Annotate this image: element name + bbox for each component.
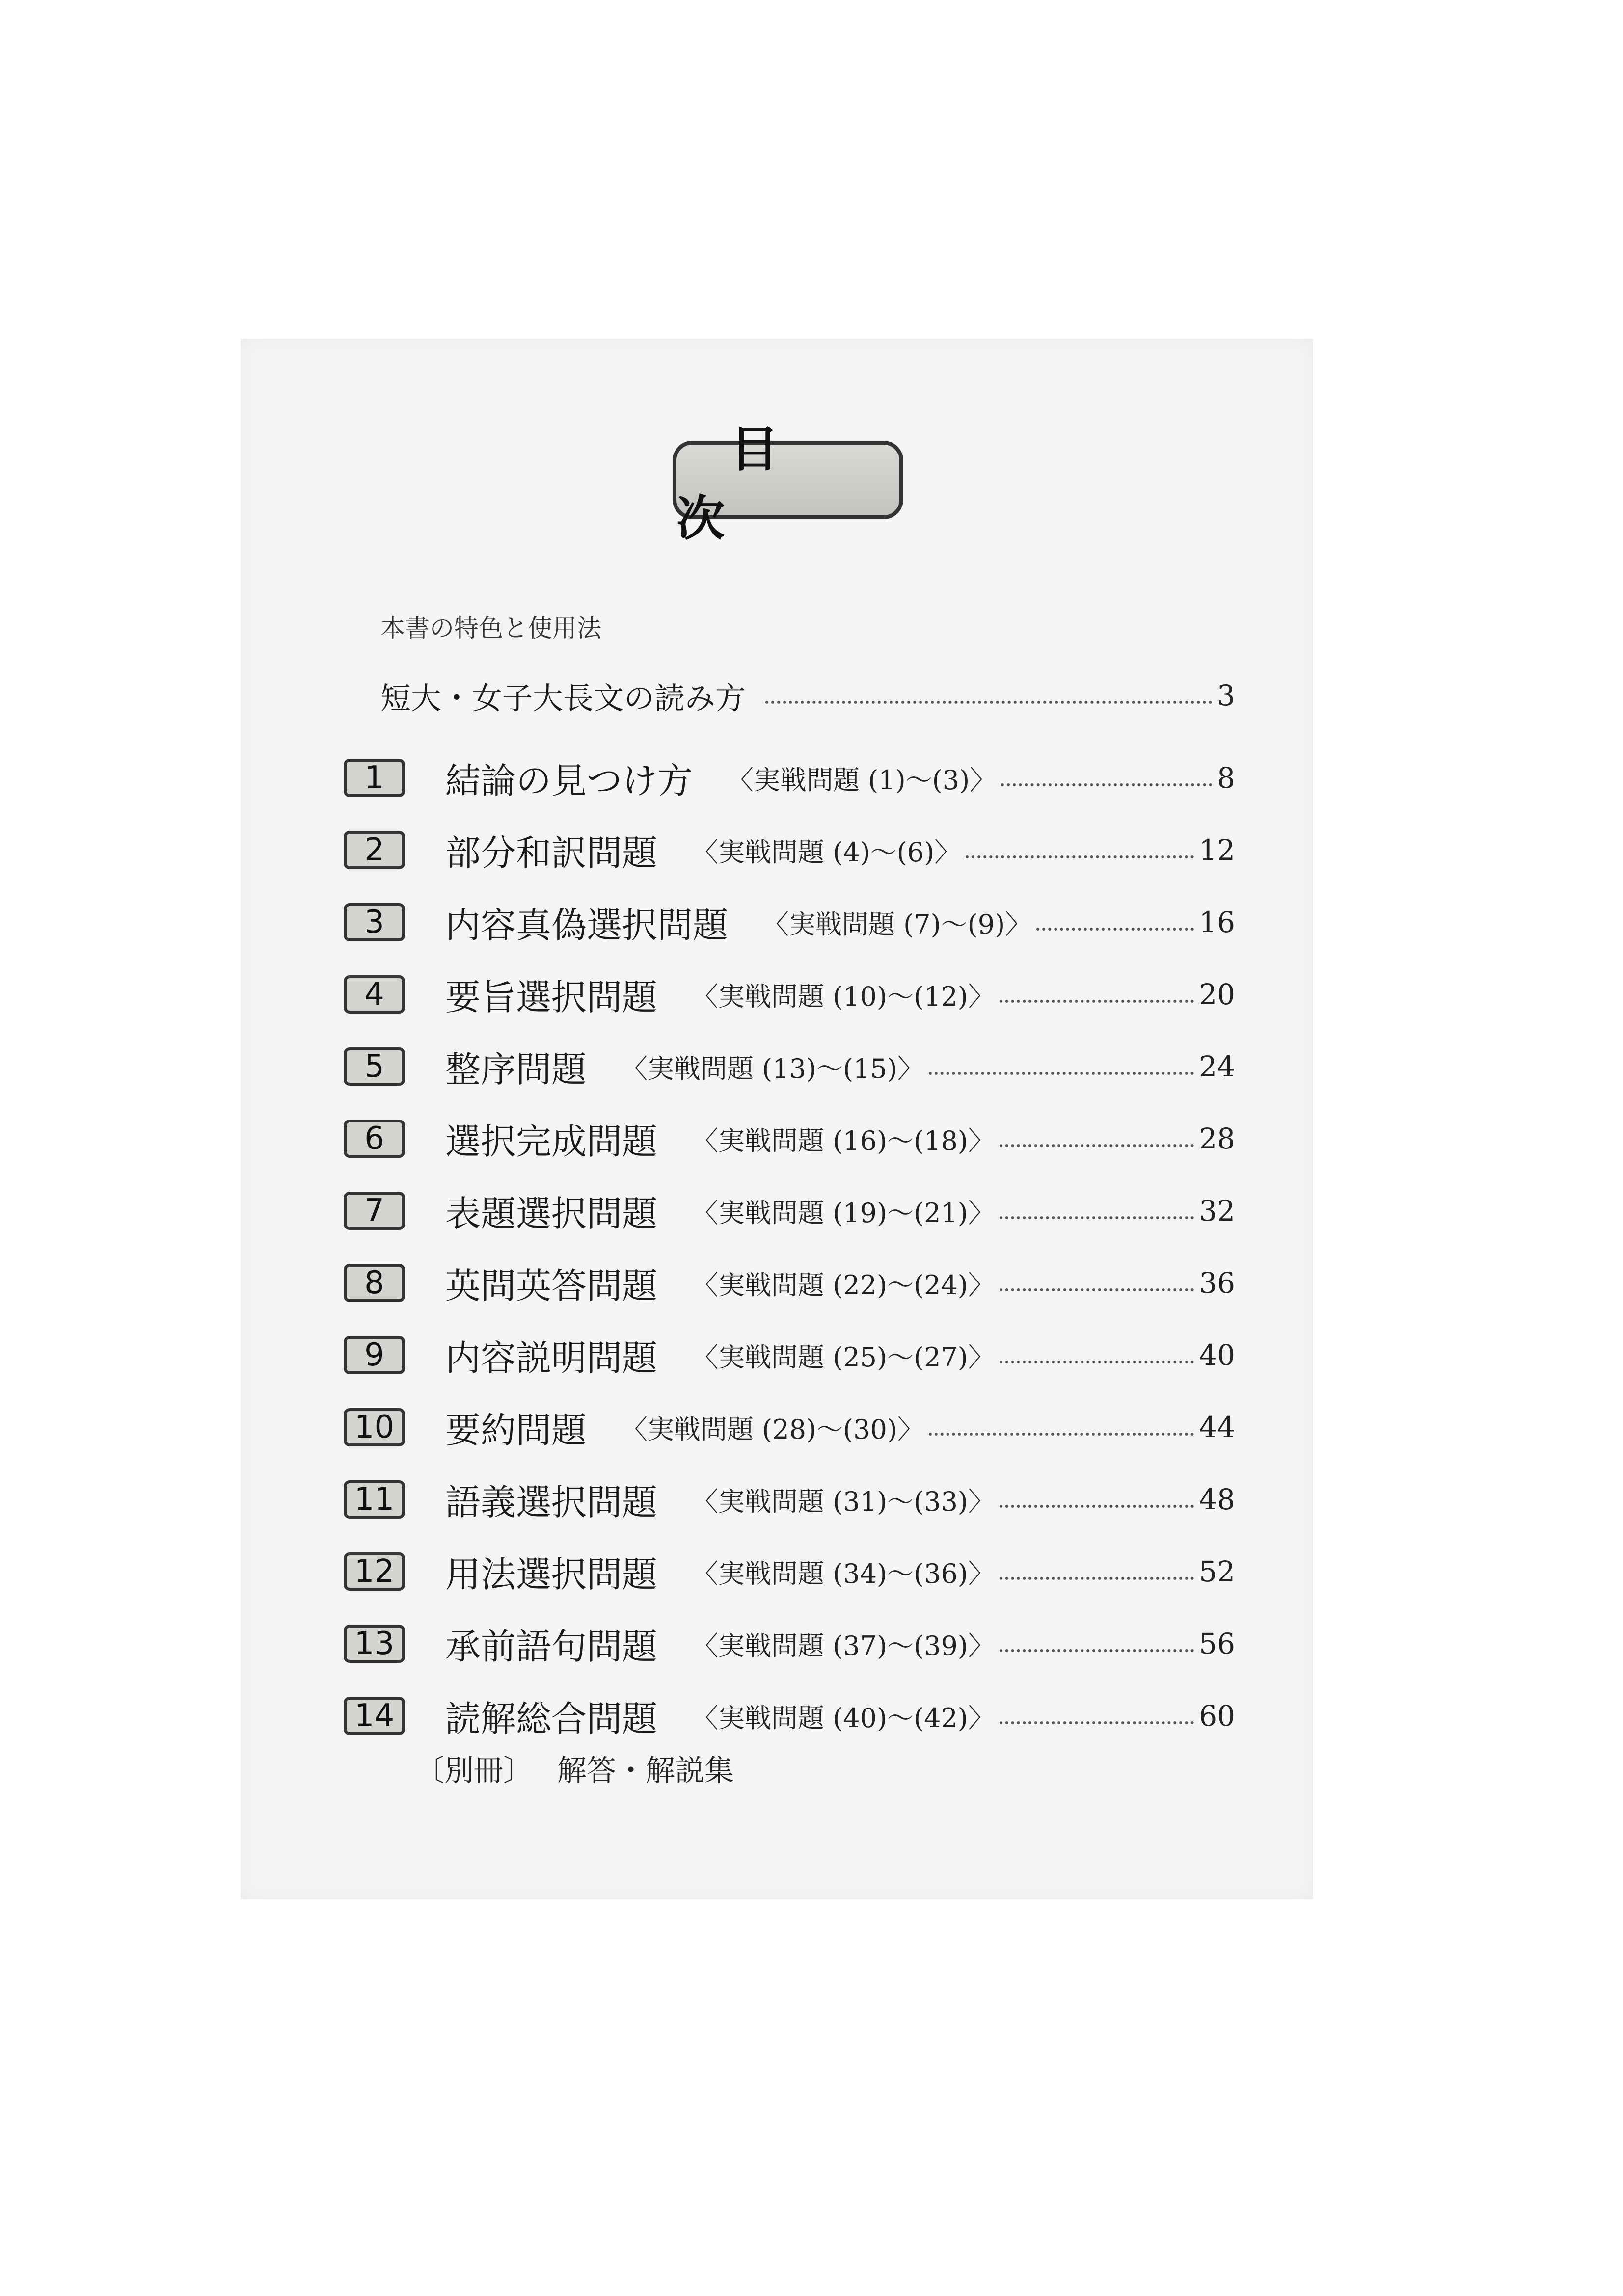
leader-dots <box>1036 928 1194 931</box>
supplement-line <box>415 1747 734 1789</box>
intro-heading: 本書の特色と使用法 <box>380 614 601 642</box>
chapter-subtitle: 〈実戦問題 (40)〜(42)〉 <box>692 1702 995 1734</box>
chapter-title: 内容真偽選択問題 <box>445 905 729 946</box>
toc-chapter-13[interactable] <box>344 1617 1235 1671</box>
chapter-subtitle: 〈実戦問題 (4)〜(6)〉 <box>692 836 961 868</box>
page-number: 60 <box>1199 1699 1235 1733</box>
chapter-number-box: 1 <box>344 759 405 797</box>
chapter-subtitle: 〈実戦問題 (31)〜(33)〉 <box>692 1486 995 1517</box>
chapter-title: 要約問題 <box>445 1410 587 1451</box>
leader-dots <box>966 855 1194 858</box>
page-number: 16 <box>1199 906 1235 939</box>
page-number: 20 <box>1199 978 1235 1011</box>
chapter-title: 整序問題 <box>445 1049 587 1090</box>
leader-dots <box>929 1072 1194 1075</box>
toc-entry-label: 短大・女子大長文の読み方 <box>380 680 746 716</box>
chapter-title: 読解総合問題 <box>445 1698 658 1739</box>
leader-dots <box>1000 1000 1194 1003</box>
toc-chapter-9[interactable] <box>344 1328 1235 1382</box>
chapter-number-box: 9 <box>344 1336 405 1374</box>
chapter-subtitle: 〈実戦問題 (34)〜(36)〉 <box>692 1558 995 1589</box>
leader-dots <box>765 701 1212 704</box>
page-number: 12 <box>1199 833 1235 867</box>
toc-chapter-5[interactable] <box>344 1040 1235 1094</box>
toc-chapter-10[interactable] <box>344 1400 1235 1454</box>
leader-dots <box>1000 1361 1194 1363</box>
leader-dots <box>1001 783 1212 786</box>
chapter-title: 用法選択問題 <box>445 1554 658 1595</box>
leader-dots <box>1000 1288 1194 1291</box>
page-number: 28 <box>1199 1122 1235 1155</box>
chapter-title: 部分和訳問題 <box>445 832 658 874</box>
chapter-number-box: 7 <box>344 1192 405 1230</box>
chapter-number-box: 14 <box>344 1697 405 1735</box>
chapter-number-box: 13 <box>344 1625 405 1663</box>
chapter-subtitle: 〈実戦問題 (37)〜(39)〉 <box>692 1630 995 1661</box>
chapter-title: 英問英答問題 <box>445 1265 658 1307</box>
toc-chapter-14[interactable] <box>344 1689 1235 1743</box>
chapter-number-box: 11 <box>344 1480 405 1519</box>
chapter-subtitle: 〈実戦問題 (28)〜(30)〉 <box>621 1414 924 1445</box>
chapter-subtitle: 〈実戦問題 (7)〜(9)〉 <box>762 908 1032 940</box>
chapter-number-box: 10 <box>344 1408 405 1446</box>
chapter-subtitle: 〈実戦問題 (25)〜(27)〉 <box>692 1341 995 1373</box>
leader-dots <box>1000 1144 1194 1147</box>
chapter-title: 語義選択問題 <box>445 1482 658 1523</box>
leader-dots <box>929 1433 1194 1436</box>
leader-dots <box>1000 1216 1194 1219</box>
page-number: 48 <box>1199 1483 1235 1516</box>
page-number: 32 <box>1199 1194 1235 1228</box>
toc-chapter-1[interactable] <box>344 751 1235 805</box>
toc-title: 目次 <box>673 441 903 519</box>
chapter-number-box: 3 <box>344 903 405 941</box>
chapter-subtitle: 〈実戦問題 (1)〜(3)〉 <box>727 764 997 796</box>
chapter-number-box: 2 <box>344 831 405 869</box>
chapter-subtitle: 〈実戦問題 (16)〜(18)〉 <box>692 1125 995 1156</box>
leader-dots <box>1000 1577 1194 1580</box>
chapter-title: 選択完成問題 <box>445 1121 658 1162</box>
chapter-subtitle: 〈実戦問題 (19)〜(21)〉 <box>692 1197 995 1228</box>
toc-chapter-3[interactable] <box>344 895 1235 949</box>
chapter-number-box: 12 <box>344 1552 405 1591</box>
page-number: 56 <box>1199 1627 1235 1660</box>
toc-chapter-4[interactable] <box>344 967 1235 1021</box>
chapter-subtitle: 〈実戦問題 (22)〜(24)〉 <box>692 1269 995 1301</box>
toc-chapter-12[interactable] <box>344 1545 1235 1599</box>
chapter-title: 表題選択問題 <box>445 1193 658 1234</box>
supplement-label: 解答・解説集 <box>557 1754 734 1788</box>
chapter-number-box: 5 <box>344 1047 405 1086</box>
toc-entry-reading[interactable] <box>380 668 1235 722</box>
toc-chapter-2[interactable] <box>344 823 1235 877</box>
page-number: 40 <box>1199 1338 1235 1372</box>
page-number: 44 <box>1199 1411 1235 1444</box>
page-number: 8 <box>1217 761 1235 795</box>
leader-dots <box>1000 1721 1194 1724</box>
page-number: 3 <box>1217 679 1235 712</box>
chapter-subtitle: 〈実戦問題 (10)〜(12)〉 <box>692 981 995 1012</box>
toc-chapter-8[interactable] <box>344 1256 1235 1310</box>
chapter-subtitle: 〈実戦問題 (13)〜(15)〉 <box>621 1053 924 1084</box>
page-number: 24 <box>1199 1050 1235 1083</box>
chapter-title: 内容説明問題 <box>445 1337 658 1379</box>
chapter-number-box: 6 <box>344 1120 405 1158</box>
chapter-title: 要旨選択問題 <box>445 977 658 1018</box>
toc-chapter-7[interactable] <box>344 1184 1235 1238</box>
toc-chapter-6[interactable] <box>344 1112 1235 1166</box>
chapter-number-box: 4 <box>344 975 405 1014</box>
chapter-number-box: 8 <box>344 1264 405 1302</box>
page-number: 52 <box>1199 1555 1235 1588</box>
page-number: 36 <box>1199 1266 1235 1300</box>
supplement-bracket: 〔別冊〕 <box>415 1754 533 1788</box>
leader-dots <box>1000 1505 1194 1508</box>
toc-chapter-11[interactable] <box>344 1472 1235 1526</box>
chapter-title: 承前語句問題 <box>445 1626 658 1667</box>
chapter-title: 結論の見つけ方 <box>445 760 693 801</box>
leader-dots <box>1000 1649 1194 1652</box>
